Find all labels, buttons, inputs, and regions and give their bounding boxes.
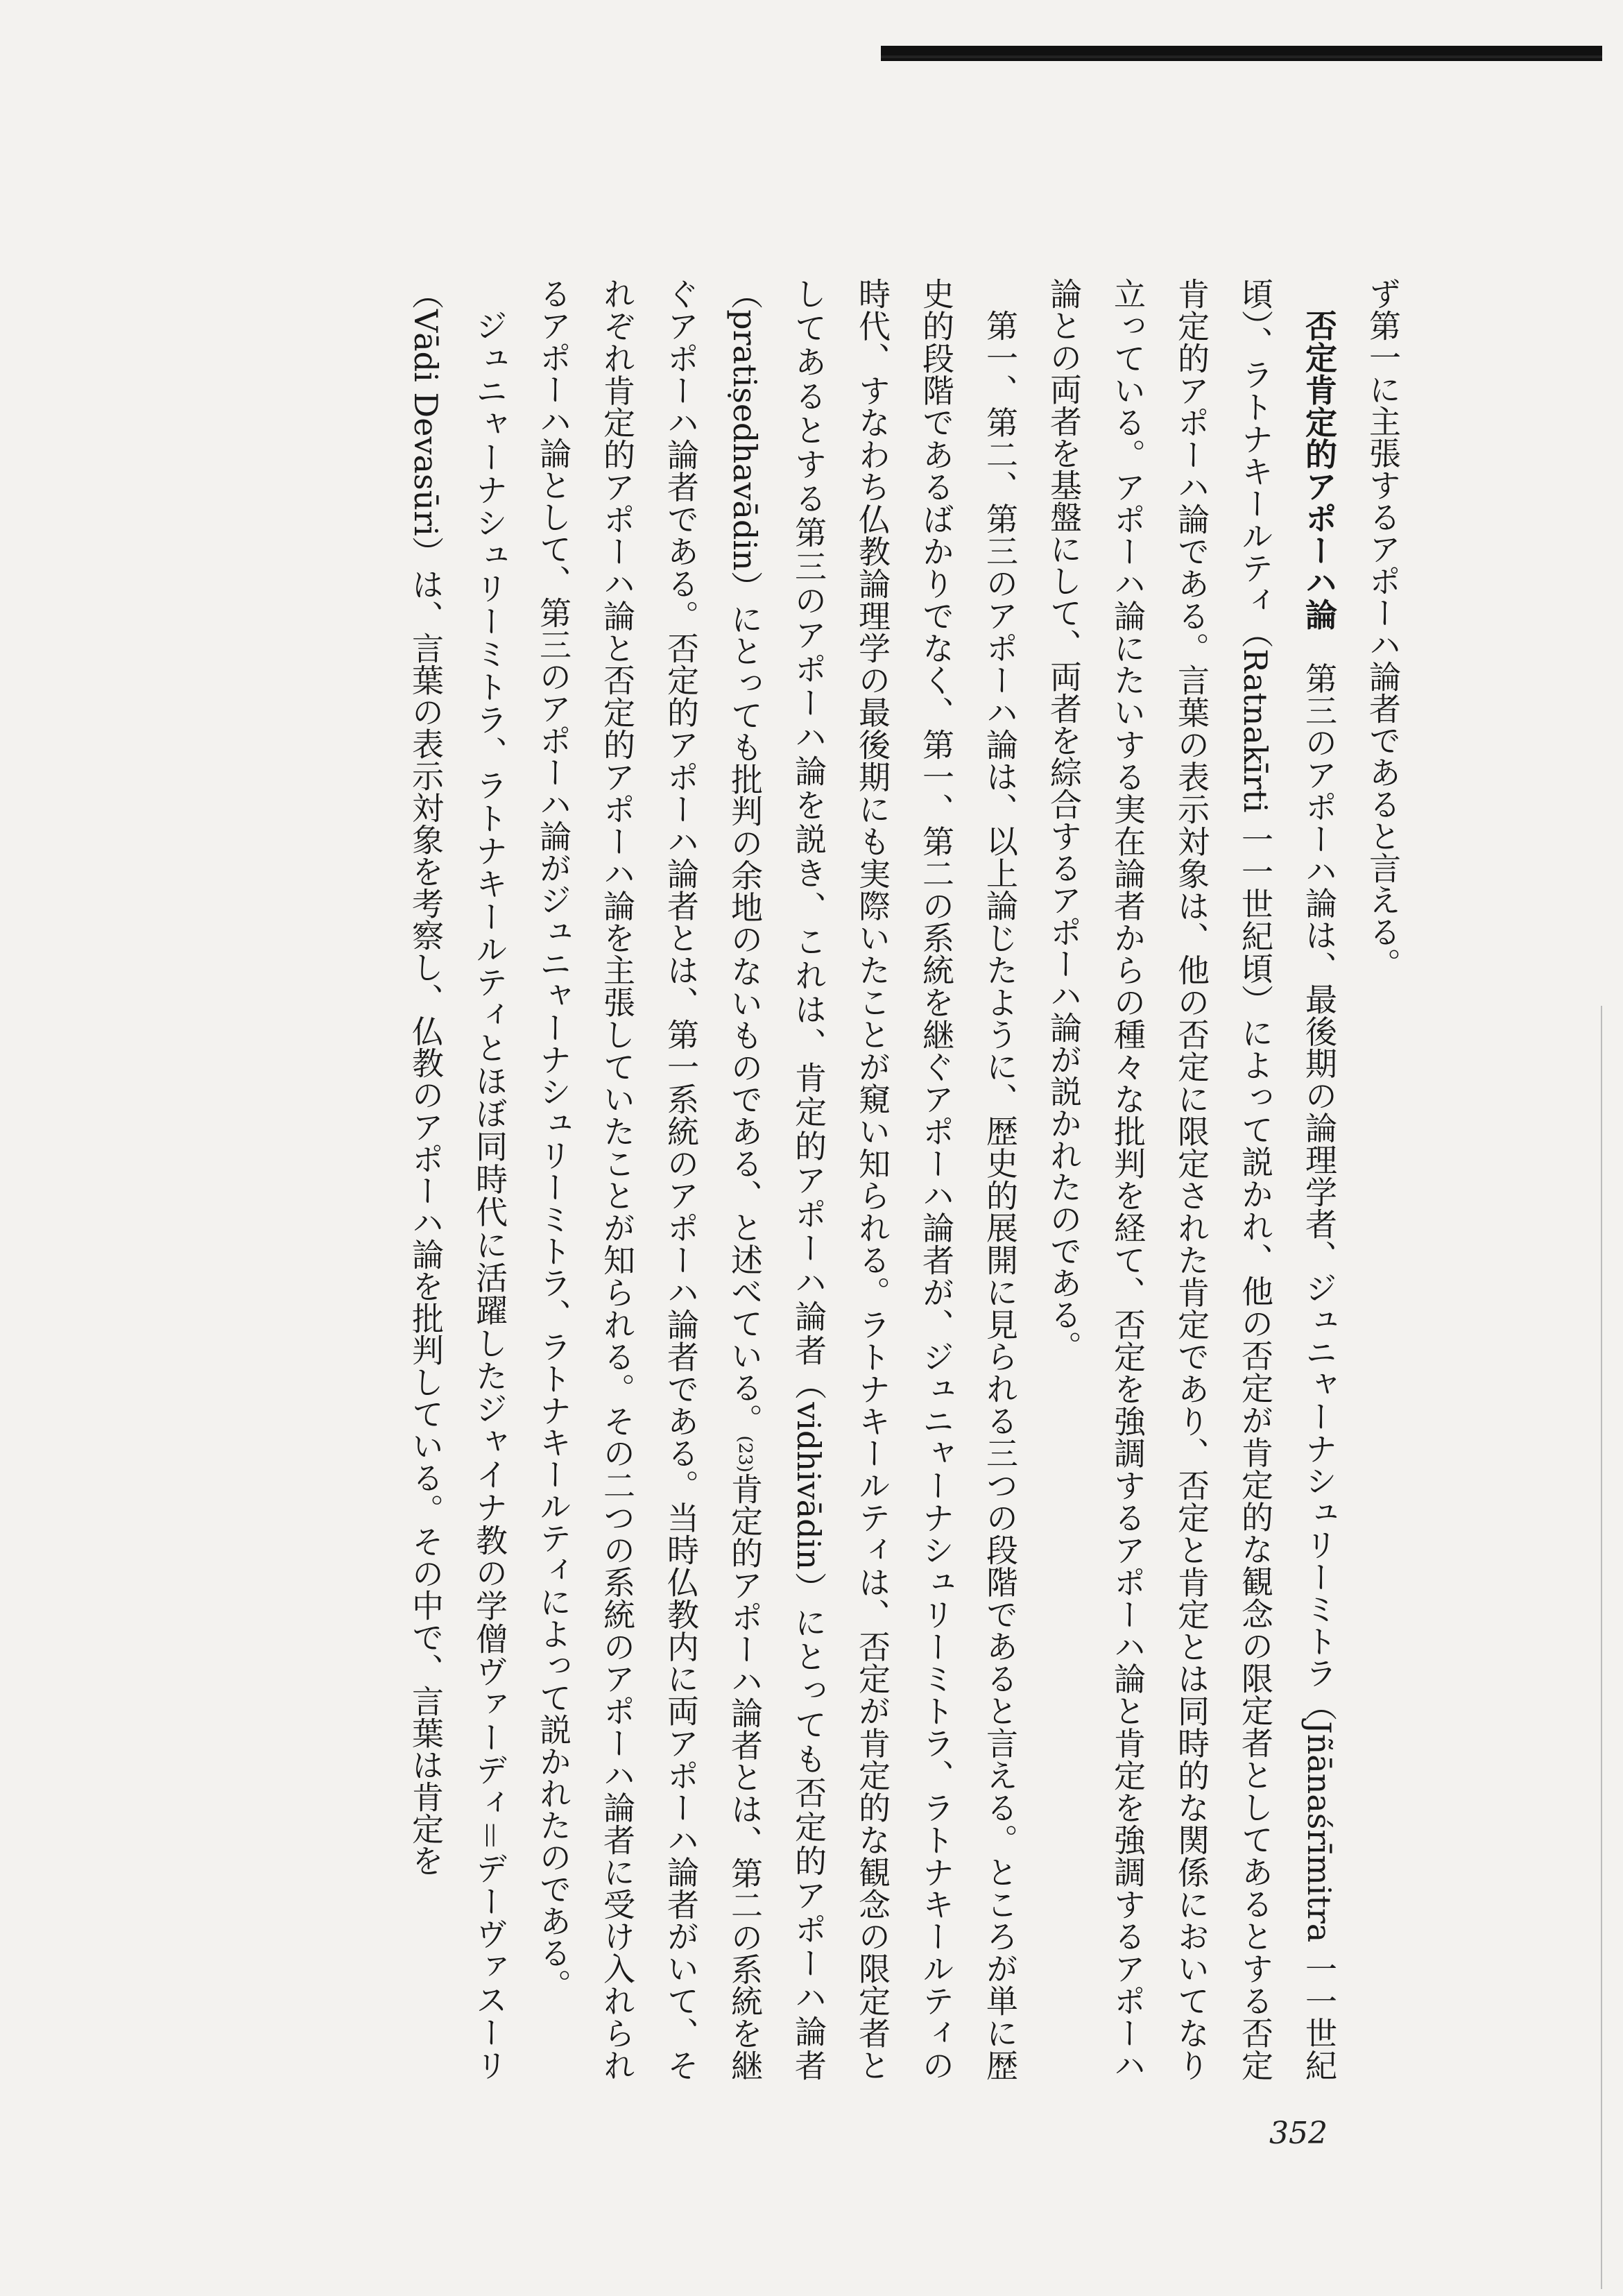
page-number: 352 — [1269, 2116, 1328, 2151]
paragraph-jaina-critique — [394, 277, 522, 2081]
section-heading: 否定肯定的アポーハ論 — [1300, 309, 1338, 631]
header-rule — [881, 46, 1602, 61]
page-edge-line — [1601, 1006, 1602, 2289]
paragraph-text: ジュニャーナシュリーミトラ、ラトナキールティとほぼ同時代に活躍したジャイナ教の学僧ヴァーディ＝デーヴァスーリ（Vādi Devasūri）は、言葉の表示対象を考察し、仏教のアポーハ論を批判している。その中で、言葉は肯定を — [407, 277, 508, 2081]
footnote-reference: (23) — [735, 1435, 755, 1473]
paragraph-text: ず第一に主張するアポーハ論者であると言える。 — [1364, 277, 1402, 979]
paragraph-historical-stages — [522, 277, 1032, 2081]
body-text — [194, 277, 1415, 2081]
paragraph-text: 肯定的アポーハ論者とは、第二の系統を継ぐアポーハ論者である。否定的アポーハ論者とは、第一系統のアポーハ論者である。当時仏教内に両アポーハ論者がいて、それぞれ肯定的アポーハ論と否定的アポーハ論を主張していたことが知られる。その二つの系統のアポーハ論者に受け入れられるアポーハ論として、第三のアポーハ論がジュニャーナシュリーミトラ、ラトナキールティによって説かれたのである。 — [535, 277, 764, 2081]
paragraph-continuation — [1351, 277, 1415, 2081]
paragraph-text: 第一、第二、第三のアポーハ論は、以上論じたように、歴史的展開に見られる三つの段階であると言える。ところが単に歴史的段階であるばかりでなく、第一、第二の系統を継ぐアポーハ論者が、ジュニャーナシュリーミトラ、ラトナキールティの時代、すなわち仏教論理学の最後期にも実際いたことが窺い知られる。ラトナキールティは、否定が肯定的な観念の限定者としてあるとする第三のアポーハ論を説き、これは、肯定的アポーハ論者（vidhivādin）にとっても否定的アポーハ論者（pratiṣedhavādin）にとっても批判の余地のないものである、と述べている。 — [726, 277, 1019, 2081]
paragraph-text: 第三のアポーハ論は、最後期の論理学者、ジュニャーナシュリーミトラ（Jñānaśrīmitra 一一世紀頃）、ラトナキールティ（Ratnakīrti 一一世紀頃）によって説かれ、他の否定が肯定的な観念の限定者としてあるとする否定肯定的アポーハ論である。言葉の表示対象は、他の否定に限定された肯定であり、否定と肯定とは同時的な関係においてなり立っている。アポーハ論にたいする実在論者からの種々な批判を経て、否定を強調するアポーハ論と肯定を強調するアポーハ論との両者を基盤にして、両者を綜合するアポーハ論が説かれたのである。 — [1045, 277, 1338, 2081]
header-rule-thin — [881, 55, 1602, 58]
paragraph-third-apoha — [1032, 277, 1351, 2081]
